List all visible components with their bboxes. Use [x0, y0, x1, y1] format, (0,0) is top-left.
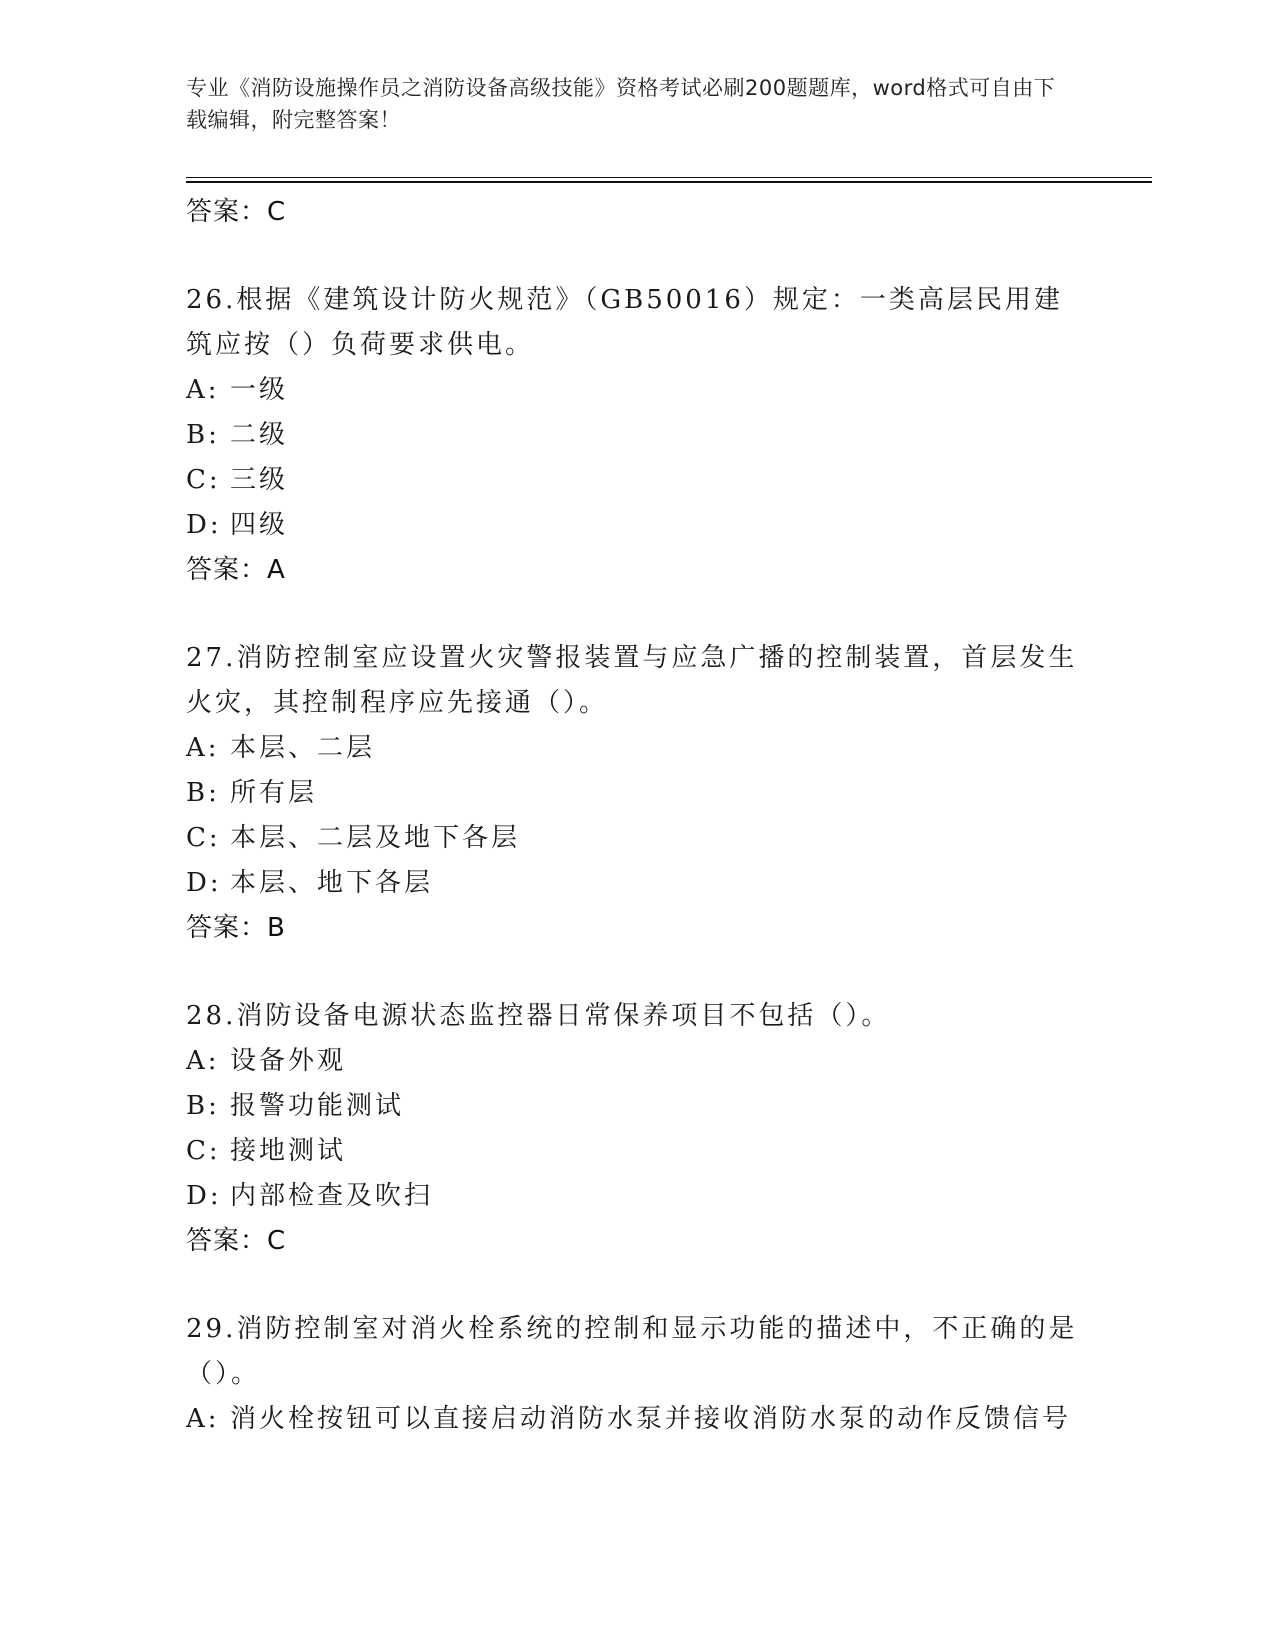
option-letter: B: — [186, 420, 220, 450]
option-text: 二级 — [230, 420, 289, 450]
header-rule-thin — [186, 177, 1152, 178]
option-d — [186, 503, 1086, 548]
option-text: 设备外观 — [230, 1046, 347, 1076]
option-letter: A: — [186, 1404, 220, 1434]
answer-line: 答案：B — [186, 913, 286, 943]
option-b — [186, 1084, 1086, 1129]
answer-line: 答案：C — [186, 197, 287, 227]
option-text: 所有层 — [230, 778, 318, 808]
option-a — [186, 1039, 1086, 1084]
option-letter: A: — [186, 1046, 220, 1076]
option-letter: C: — [186, 823, 221, 853]
question-27 — [186, 636, 1086, 950]
option-text: 本层、二层 — [230, 733, 376, 763]
option-letter: D: — [186, 868, 222, 898]
question-stem: 27.消防控制室应设置火灾警报装置与应急广播的控制装置，首层发生火灾，其控制程序应先接通（）。 — [186, 643, 1078, 718]
option-letter: C: — [186, 465, 221, 495]
option-b — [186, 771, 1086, 816]
option-a — [186, 726, 1086, 771]
question-29 — [186, 1307, 1086, 1442]
option-letter: A: — [186, 733, 220, 763]
option-text: 本层、二层及地下各层 — [230, 823, 521, 853]
option-text: 一级 — [230, 375, 289, 405]
option-c — [186, 1129, 1086, 1174]
option-text: 接地测试 — [230, 1136, 347, 1166]
question-26 — [186, 278, 1086, 592]
option-text: 本层、地下各层 — [230, 868, 434, 898]
question-stem: 26.根据《建筑设计防火规范》（GB50016）规定：一类高层民用建筑应按（）负荷要求供电。 — [186, 285, 1063, 360]
option-c — [186, 816, 1086, 861]
option-a — [186, 1397, 1086, 1442]
question-stem: 29.消防控制室对消火栓系统的控制和显示功能的描述中，不正确的是（）。 — [186, 1314, 1078, 1389]
option-d — [186, 1174, 1086, 1219]
option-text: 内部检查及吹扫 — [230, 1181, 434, 1211]
option-letter: A: — [186, 375, 220, 405]
option-letter: D: — [186, 1181, 222, 1211]
option-letter: D: — [186, 510, 222, 540]
option-d — [186, 861, 1086, 906]
option-b — [186, 413, 1086, 458]
header-rule-thick — [186, 181, 1152, 183]
option-text: 三级 — [230, 465, 289, 495]
option-text: 四级 — [230, 510, 289, 540]
option-letter: B: — [186, 778, 220, 808]
option-a — [186, 368, 1086, 413]
option-text: 消火栓按钮可以直接启动消防水泵并接收消防水泵的动作反馈信号 — [230, 1404, 1072, 1434]
question-stem: 28.消防设备电源状态监控器日常保养项目不包括（）。 — [186, 1001, 891, 1031]
question-28 — [186, 994, 1086, 1263]
answer-line: 答案：A — [186, 555, 286, 585]
option-text: 报警功能测试 — [230, 1091, 405, 1121]
document-content — [186, 190, 1086, 1442]
document-header: 专业《消防设施操作员之消防设备高级技能》资格考试必刷200题题库，word格式可自由下载编辑，附完整答案！ — [186, 76, 1056, 132]
option-c — [186, 458, 1086, 503]
option-letter: C: — [186, 1136, 221, 1166]
answer-line: 答案：C — [186, 1226, 287, 1256]
option-letter: B: — [186, 1091, 220, 1121]
